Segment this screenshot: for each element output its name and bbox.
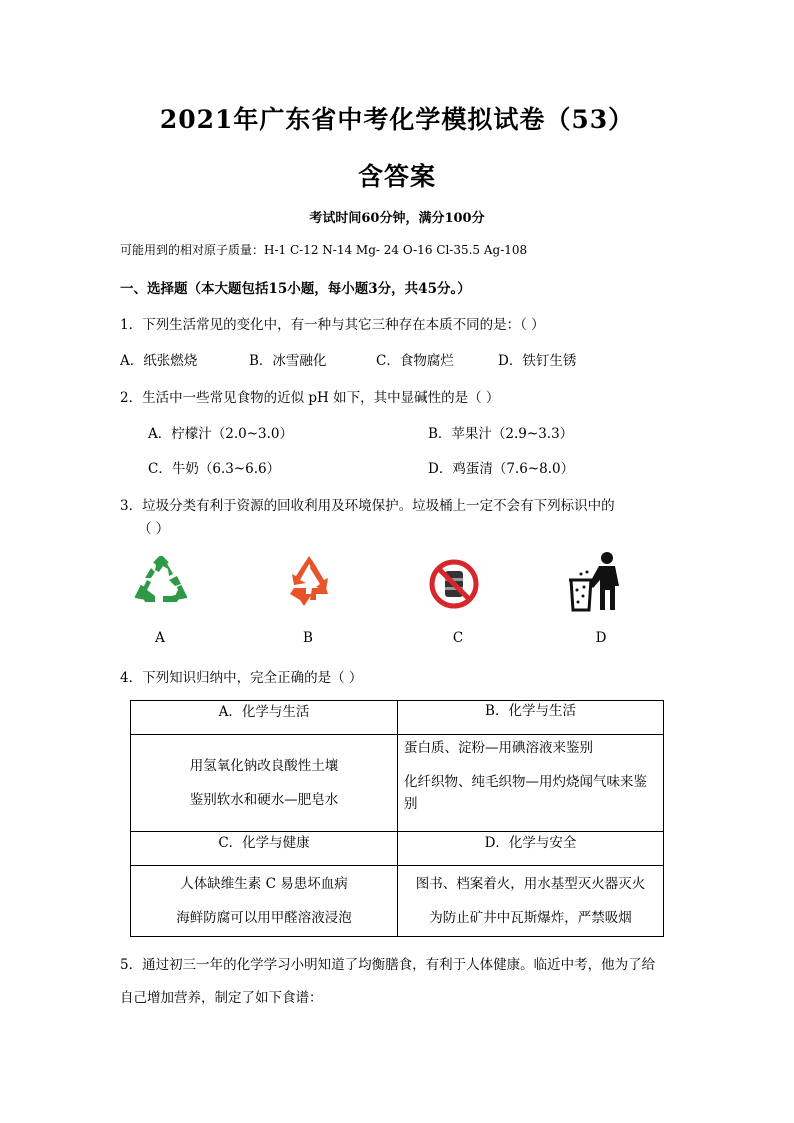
table-b-line-2: 化纤织物、纯毛织物—用灼烧闻气味来鉴 [404,774,647,790]
q2-option-b: B．苹果汁（2.9~3.3） [428,426,574,442]
icon-label-d: D [595,630,607,646]
icon-label-b: B [303,630,313,646]
table-b-line-3: 别 [404,796,418,812]
question-5-stem-cont: 自己增加营养，制定了如下食谱： [120,990,323,1006]
question-1-stem: 1．下列生活常见的变化中，有一种与其它三种存在本质不同的是：（ ） [120,317,545,333]
table-cell-d [398,866,664,937]
page-subtitle: 含答案 [357,162,436,191]
recycle-icon [135,556,187,606]
q1-option-b: B．冰雪融化 [249,353,327,369]
question-4-stem: 4．下列知识归纳中，完全正确的是（ ） [120,670,363,686]
q1-option-a: A．纸张燃烧 [120,353,198,369]
table-b-line-1: 蛋白质、淀粉—用碘溶液来鉴别 [404,740,593,756]
table-cell-c [131,866,398,937]
page-title: 2021年广东省中考化学模拟试卷（53） [159,105,635,134]
q2-option-a: A．柠檬汁（2.0~3.0） [148,426,293,442]
table-head-c: C．化学与健康 [131,832,398,866]
q2-option-d: D．鸡蛋清（7.6~8.0） [428,461,575,477]
question-5-stem: 5．通过初三一年的化学学习小明知道了均衡膳食，有利于人体健康。临近中考，他为了给 [120,957,656,973]
table-head-a: A．化学与生活 [131,701,398,735]
q2-option-c: C．牛奶（6.3~6.6） [148,461,281,477]
icon-label-c: C [452,630,464,646]
table-d-line-1: 图书、档案着火，用水基型灭火器灭火 [415,876,646,892]
table-a-line-1: 用氢氧化钠改良酸性土壤 [189,758,339,774]
question-3-stem-cont: （ ） [138,521,170,537]
litter-bin-icon [565,550,625,612]
recycle-orange-icon [286,554,332,608]
table-c-line-2: 海鲜防腐可以用甲醛溶液浸泡 [176,910,352,926]
table-head-b: B．化学与生活 [398,701,664,735]
question-3-stem: 3．垃圾分类有利于资源的回收利用及环境保护。垃圾桶上一定不会有下列标识中的 [120,498,615,514]
icon-label-a: A [155,630,165,646]
no-oil-barrel-icon [428,558,480,610]
exam-info: 考试时间60分钟，满分100分 [309,211,485,226]
q1-option-d: D．铁钉生锈 [498,353,577,369]
table-cell-b [398,735,664,832]
table-c-line-1: 人体缺维生素 C 易患坏血病 [180,876,348,892]
table-d-line-2: 为防止矿井中瓦斯爆炸，严禁吸烟 [429,910,632,926]
table-a-line-2: 鉴别软水和硬水—肥皂水 [189,792,339,808]
knowledge-table [130,700,664,937]
question-2-stem: 2．生活中一些常见食物的近似 pH 如下，其中显碱性的是（ ） [120,390,500,406]
atomic-masses: 可能用到的相对原子质量：H-1 C-12 N-14 Mg- 24 O-16 Cl-35.5 Ag-108 [120,243,528,257]
table-head-d: D．化学与安全 [398,832,664,866]
section-heading: 一、选择题（本大题包括15小题，每小题3分，共45分。） [120,281,471,297]
q1-option-c: C．食物腐烂 [376,353,454,369]
table-cell-a [131,735,398,832]
